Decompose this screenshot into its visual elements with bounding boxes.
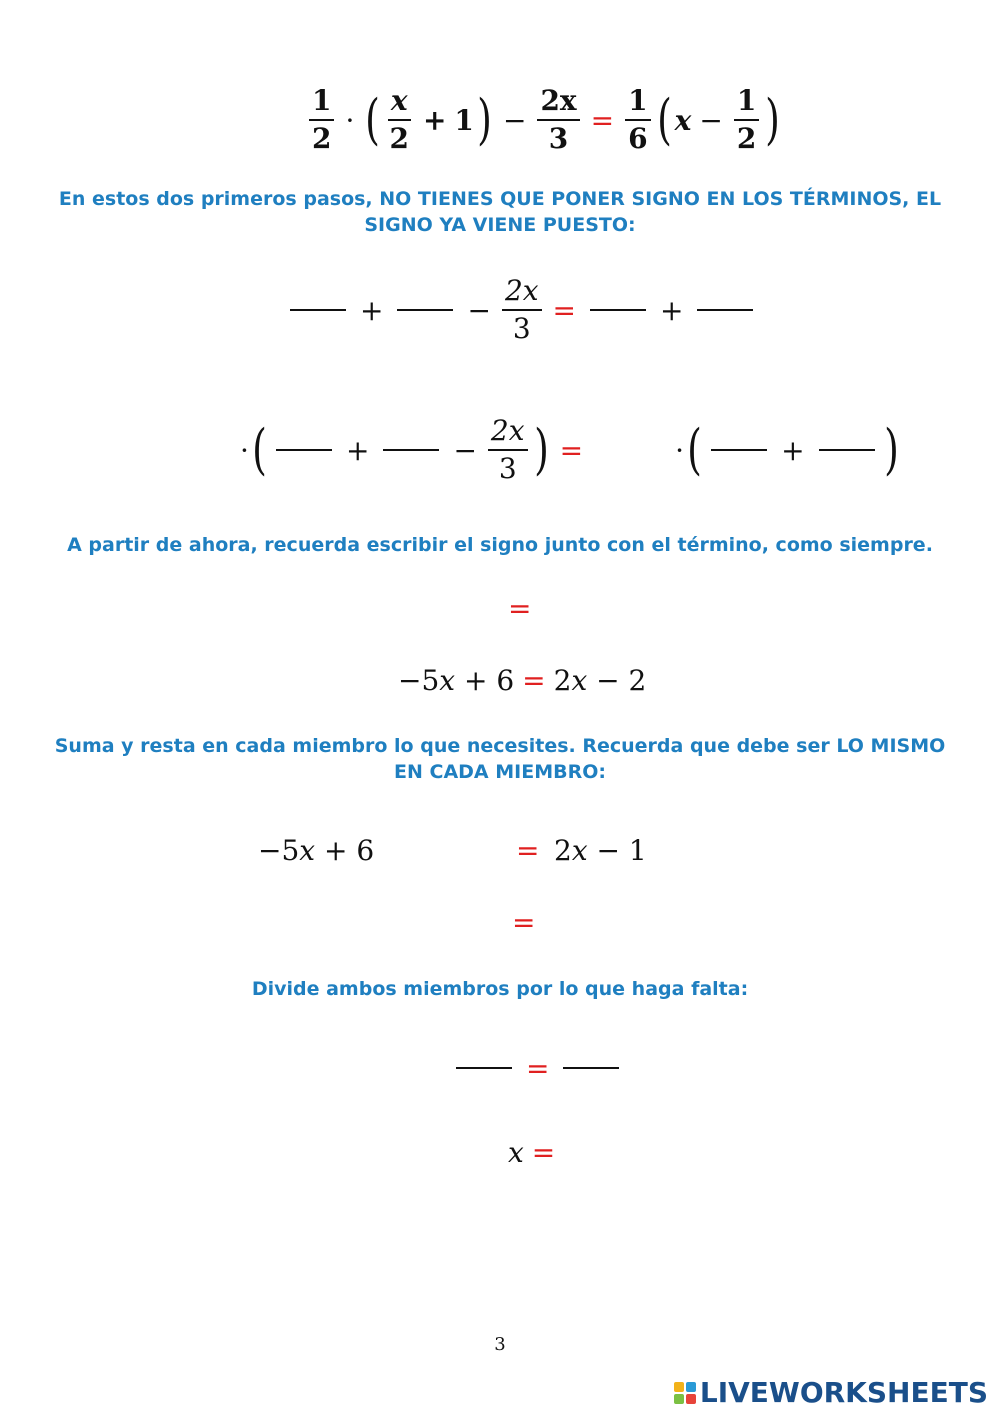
- constant-one: 1: [454, 103, 474, 137]
- minus-sign: −: [502, 103, 527, 137]
- multiply-dot: ·: [345, 103, 355, 137]
- plus-sign: +: [781, 433, 805, 467]
- equals-sign: =: [531, 1135, 556, 1169]
- numerator: 2x: [537, 83, 579, 121]
- step2-equation: [240, 412, 902, 488]
- equals-sign: =: [552, 293, 577, 327]
- denominator: 3: [512, 312, 531, 345]
- fraction-one-sixth: [625, 83, 650, 157]
- denominator: 3: [498, 452, 517, 485]
- denominator: 2: [736, 122, 757, 155]
- blank-answer[interactable]: [563, 1067, 619, 1069]
- fraction-2x-third: [488, 413, 528, 487]
- plus-sign: +: [345, 433, 370, 467]
- blank-answer[interactable]: [819, 449, 875, 451]
- instruction-divide: Divide ambos miembros por lo que haga falta:: [251, 978, 749, 1000]
- liveworksheets-logo-icon: [674, 1382, 696, 1404]
- blank-answer[interactable]: [456, 1067, 512, 1069]
- variable-x: 𝑥: [508, 1135, 524, 1169]
- minus-sign: −: [467, 293, 491, 327]
- minus-sign: −: [453, 433, 477, 467]
- blank-answer[interactable]: [383, 449, 439, 451]
- open-paren: (: [656, 88, 672, 151]
- variable-x: x: [674, 103, 692, 137]
- plus-sign: +: [360, 293, 384, 327]
- step5-left: −5𝑥 + 6: [258, 834, 375, 867]
- main-equation: [306, 82, 783, 158]
- equals-sign: =: [526, 1051, 550, 1085]
- numerator: 1: [734, 83, 759, 121]
- step5-equals: =: [516, 834, 540, 867]
- left-member: −5𝑥 + 6: [398, 663, 515, 697]
- step5-right: 2𝑥 − 1: [554, 834, 647, 867]
- open-paren: (: [687, 418, 702, 481]
- blank-answer[interactable]: [290, 309, 346, 311]
- step8-equation: [508, 1132, 563, 1172]
- close-paren: ): [533, 418, 549, 481]
- instruction-first-steps: En estos dos primeros pasos, NO TIENES QUE PONER SIGNO EN LOS TÉRMINOS, EL SIGNO YA VIENE PUESTO:: [58, 188, 942, 236]
- blank-answer[interactable]: [397, 309, 453, 311]
- multiply-dot: ·: [675, 433, 684, 467]
- numerator: x: [388, 83, 411, 121]
- plus-sign: +: [660, 293, 684, 327]
- open-paren: (: [365, 88, 381, 151]
- plus-sign: +: [422, 103, 447, 137]
- equals-sign: =: [590, 103, 615, 137]
- denominator: 2: [389, 122, 409, 155]
- denominator: 2: [312, 122, 332, 155]
- logo-text: LIVEWORKSHEETS: [699, 1376, 988, 1409]
- minus-sign: −: [699, 103, 723, 137]
- step6-equals: =: [512, 906, 536, 939]
- fraction-x-half: [386, 83, 411, 157]
- multiply-dot: ·: [240, 433, 249, 467]
- step4-equation: [398, 660, 646, 700]
- close-paren: ): [477, 88, 492, 151]
- instruction-sign-reminder: A partir de ahora, recuerda escribir el signo junto con el término, como siempre.: [67, 534, 933, 556]
- open-paren: (: [252, 418, 267, 481]
- numerator: 2x: [502, 273, 542, 311]
- blank-answer[interactable]: [590, 309, 646, 311]
- right-member: 2𝑥 − 2: [553, 663, 647, 697]
- step3-equals: =: [508, 592, 532, 625]
- close-paren: ): [883, 418, 899, 481]
- equals-sign: =: [559, 433, 584, 467]
- denominator: 3: [548, 122, 569, 155]
- close-paren: ): [765, 88, 781, 151]
- numerator: 2x: [488, 413, 528, 451]
- equals-sign: =: [522, 663, 546, 697]
- page-number: 3: [494, 1334, 506, 1355]
- fraction-one-half-2: [734, 83, 759, 157]
- fraction-one-half: [309, 83, 334, 157]
- denominator: 6: [628, 122, 648, 155]
- numerator: 1: [309, 83, 334, 121]
- numerator: 1: [625, 83, 650, 121]
- liveworksheets-logo: [674, 1376, 988, 1409]
- blank-answer[interactable]: [276, 449, 332, 451]
- fraction-2x-third: [537, 83, 579, 157]
- step7-equation: [450, 1048, 625, 1088]
- blank-answer[interactable]: [697, 309, 753, 311]
- step1-equation: [284, 272, 759, 348]
- instruction-add-subtract: Suma y resta en cada miembro lo que necesites. Recuerda que debe ser LO MISMO EN CADA MIEMBRO:: [54, 735, 946, 783]
- blank-answer[interactable]: [711, 449, 767, 451]
- fraction-2x-third: [502, 273, 542, 347]
